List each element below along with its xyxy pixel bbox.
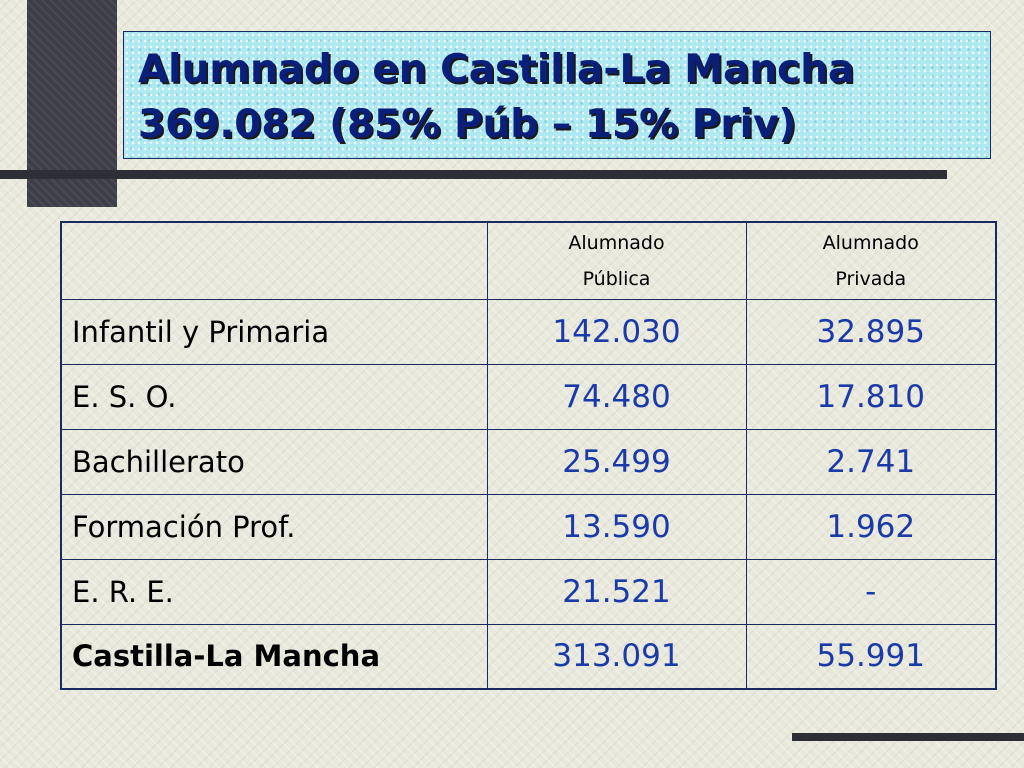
bottom-horizontal-rule — [792, 733, 1024, 741]
row-publica-value: 21.521 — [487, 559, 746, 624]
row-privada-value: 17.810 — [746, 364, 996, 429]
row-publica-value: 25.499 — [487, 429, 746, 494]
header-privada-line2: Privada — [835, 267, 907, 290]
total-publica-value: 313.091 — [487, 624, 746, 689]
table-row — [61, 364, 996, 429]
row-publica-value: 74.480 — [487, 364, 746, 429]
table-row — [61, 559, 996, 624]
row-publica-value: 13.590 — [487, 494, 746, 559]
header-publica-line1: Alumnado — [568, 231, 665, 254]
slide-subtitle-total: 369.082 (85% Púb – 15% Priv) — [138, 102, 797, 147]
slide-title: Alumnado en Castilla-La Mancha — [138, 47, 855, 92]
row-privada-value: 32.895 — [746, 299, 996, 364]
header-publica-line2: Pública — [582, 267, 651, 290]
row-label: Formación Prof. — [61, 494, 487, 559]
table-total-row — [61, 624, 996, 689]
table-row — [61, 299, 996, 364]
table-row — [61, 494, 996, 559]
row-label: E. S. O. — [61, 364, 487, 429]
row-label: E. R. E. — [61, 559, 487, 624]
top-horizontal-rule — [0, 170, 947, 179]
table-row — [61, 429, 996, 494]
header-empty-cell — [61, 222, 487, 299]
row-privada-value: 1.962 — [746, 494, 996, 559]
row-privada-value: 2.741 — [746, 429, 996, 494]
enrollment-table — [60, 221, 997, 690]
table-header-row — [61, 222, 996, 299]
total-row-label: Castilla-La Mancha — [61, 624, 487, 689]
header-privada-line1: Alumnado — [822, 231, 919, 254]
total-privada-value: 55.991 — [746, 624, 996, 689]
row-label: Bachillerato — [61, 429, 487, 494]
header-publica — [487, 222, 746, 299]
header-privada — [746, 222, 996, 299]
row-privada-value: - — [746, 559, 996, 624]
title-box — [123, 31, 991, 159]
row-publica-value: 142.030 — [487, 299, 746, 364]
row-label: Infantil y Primaria — [61, 299, 487, 364]
